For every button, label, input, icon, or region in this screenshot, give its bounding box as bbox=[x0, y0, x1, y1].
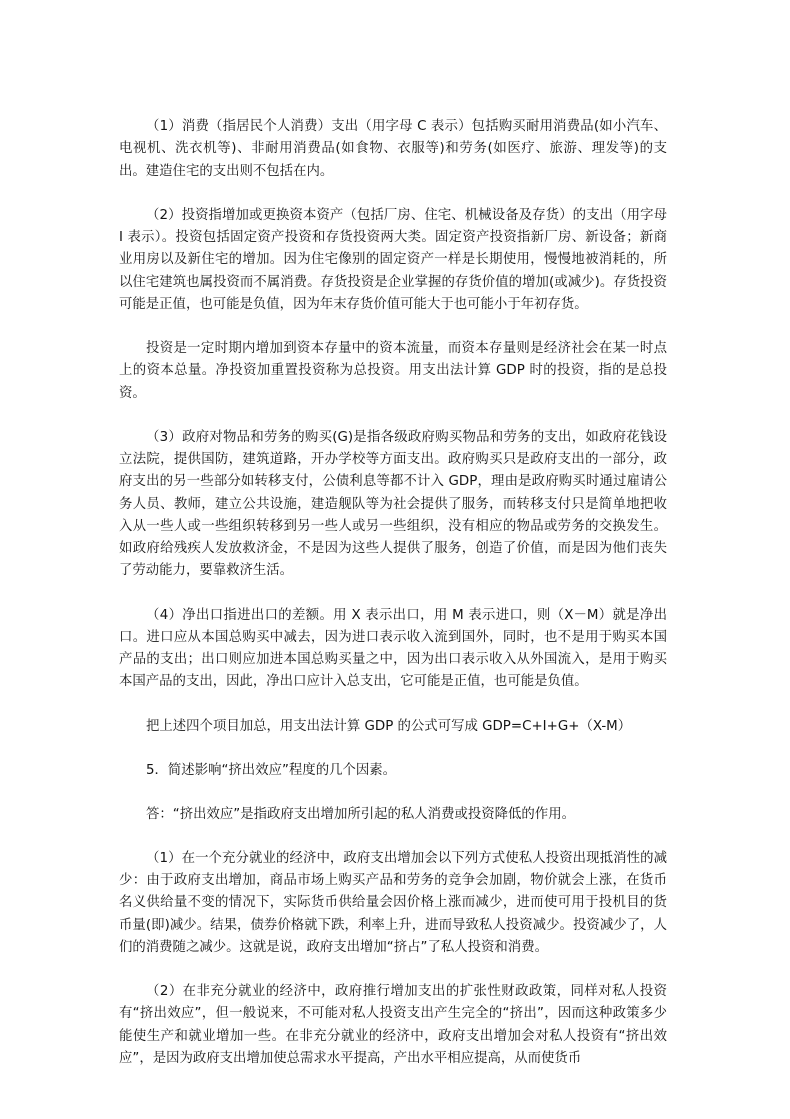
answer-intro: 答：“挤出效应”是指政府支出增加所引起的私人消费或投资降低的作用。 bbox=[146, 806, 575, 822]
paragraph-net-exports: （4）净出口指进出口的差额。用 X 表示出口，用 M 表示进口，则（X－M）就是净出口。进口应从本国总购买中减去，因为进口表示收入流到国外，同时，也不是用于购买本国产品的支出；出口则应加进本国总购买量之中，因为出口表示收入从外国流入，是用于购买本国产品的支出，因此，净出口应计入总支出，它可能是正值，也可能是负值。 bbox=[119, 607, 667, 690]
paragraph-non-full-employment: （2）在非充分就业的经济中，政府推行增加支出的扩张性财政政策，同样对私人投资有“挤出效应”，但一般说来，不可能对私人投资支出产生完全的“挤出”，因而这种政策多少能使生产和就业增加一些。在非充分就业的经济中，政府支出增加会对私人投资有“挤出效应”，是因为政府支出增加使总需求水平提高，产出水平相应提高，从而使货币 bbox=[119, 984, 667, 1066]
paragraph-government-purchases: （3）政府对物品和劳务的购买(G)是指各级政府购买物品和劳务的支出，如政府花钱设立法院，提供国防，建筑道路，开办学校等方面支出。政府购买只是政府支出的一部分，政府支出的另一些部分如转移支付，公债利息等都不计入 GDP，理由是政府购买时通过雇请公务人员、教师，建立公共设施，建造舰队等为社会提供了服务，而转移支付只是简单地把收入从一些人或一些组织转移到另一些人或另一些组织，没有相应的物品或劳务的交换发生。如政府给残疾人发放救济金，不是因为这些人提供了服务，创造了价值，而是因为他们丧失了劳动能力，要靠救济生活。 bbox=[119, 429, 667, 579]
paragraph-consumption: （1）消费（指居民个人消费）支出（用字母 C 表示）包括购买耐用消费品(如小汽车、电视机、洗衣机等)、非耐用消费品(如食物、衣服等)和劳务(如医疗、旅游、理发等)的支出。建造住宅的支出则不包括在内。 bbox=[119, 119, 667, 179]
paragraph-total-investment: 投资是一定时期内增加到资本存量中的资本流量，而资本存量则是经济社会在某一时点上的资本总量。净投资加重置投资称为总投资。用支出法计算 GDP 时的投资，指的是总投资。 bbox=[119, 340, 667, 401]
paragraph-gdp-formula: 把上述四个项目加总，用支出法计算 GDP 的公式可写成 GDP=C+I+G+（X-M） bbox=[146, 718, 632, 734]
question-heading: 5．简述影响“挤出效应”程度的几个因素。 bbox=[146, 762, 397, 778]
paragraph-investment: （2）投资指增加或更换资本资产（包括厂房、住宅、机械设备及存货）的支出（用字母 I 表示）。投资包括固定资产投资和存货投资两大类。固定资产投资指新厂房、新设备；新商业用房以及新住宅的增加。因为住宅像别的固定资产一样是长期使用，慢慢地被消耗的，所以住宅建筑也属投资而不属消费。存货投资是企业掌握的存货价值的增加(或减少)。存货投资可能是正值，也可能是负值，因为年末存货价值可能大于也可能小于年初存货。 bbox=[119, 207, 667, 312]
document-page bbox=[119, 116, 667, 1092]
paragraph-full-employment: （1）在一个充分就业的经济中，政府支出增加会以下列方式使私人投资出现抵消性的减少：由于政府支出增加，商品市场上购买产品和劳务的竞争会加剧，物价就会上涨，在货币名义供给量不变的情况下，实际货币供给量会因价格上涨而减少，进而使可用于投机目的货币量(即)减少。结果，债券价格就下跌，利率上升，进而导致私人投资减少。投资减少了，人们的消费随之减少。这就是说，政府支出增加“挤占”了私人投资和消费。 bbox=[119, 850, 667, 955]
